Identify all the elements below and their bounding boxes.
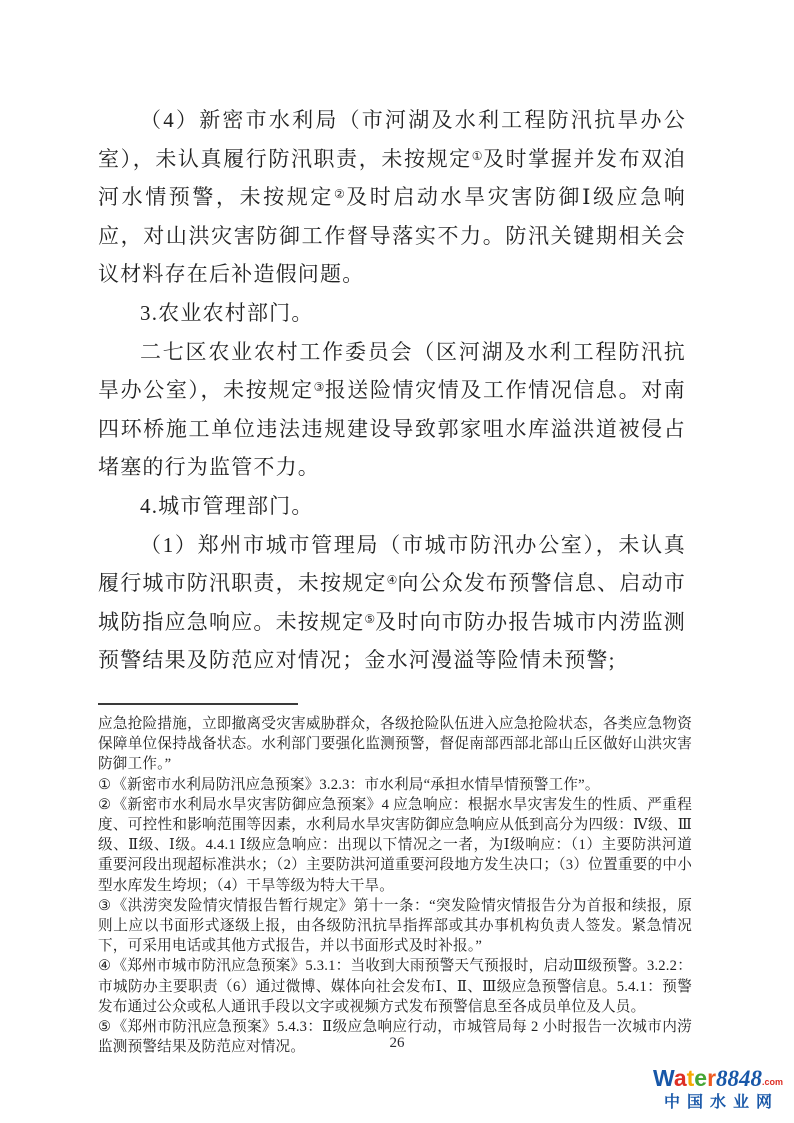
- logo-word-water: [652, 1065, 717, 1091]
- footnote-ref: ②: [333, 187, 347, 202]
- logo-letter: t: [686, 1065, 695, 1091]
- water8848-logo: [647, 1066, 789, 1112]
- footnote-ref: ④: [386, 573, 398, 588]
- footnote-section: [98, 703, 692, 1057]
- footnote-separator: [98, 703, 298, 705]
- footnote-marker: ③: [98, 897, 112, 914]
- logo-chinese-name: 中国水业网: [663, 1094, 779, 1112]
- logo-number: 8848: [716, 1066, 763, 1091]
- logo-letter: e: [694, 1065, 708, 1091]
- body-paragraph: 4.城市管理部门。: [140, 493, 314, 518]
- body-paragraph: 3.农业农村部门。: [140, 300, 314, 325]
- footnote-item: ②《新密市水利局水旱灾害防御应急预案》4 应急响应：根据水旱灾害发生的性质、严重程度、可控性和影响范围等因素，水利局水旱灾害防御应急响应从低到高分为四级：Ⅳ级、Ⅲ级、Ⅱ级、Ⅰ级。4.4.1 Ⅰ级应急响应：出现以下情况之一者，为Ⅰ级响应：（1）主要防洪河道重要河段出现超标准洪水；（2）主要防洪河道重要河段地方发生决口；（3）位置重要的中小型水库发生垮坝；（4）干旱等级为特大干旱。: [98, 796, 692, 894]
- footnote-marker: ⑤: [98, 1019, 112, 1036]
- footnote-continuation: 应急抢险措施，立即撤离受灾害威胁群众，各级抢险队伍进入应急抢险状态，各类应急物资保障单位保持战备状态。水利部门要强化监测预警，督促南部西部北部山丘区做好山洪灾害防御工作。”: [98, 716, 692, 773]
- footnote-item: ③《洪涝突发险情灾情报告暂行规定》第十一条：“突发险情灾情报告分为首报和续报，原则上应以书面形式逐级上报，由各级防汛抗旱指挥部或其办事机构负责人签发。紧急情况下，可采用电话或其他方式报告，并以书面形式及时补报。”: [98, 897, 692, 955]
- footnote-marker: ②: [98, 796, 112, 813]
- footnote-item: ①《新密市水利局防汛应急预案》3.2.3：市水利局“承担水情旱情预警工作”。: [98, 776, 600, 793]
- body-paragraph: （1）郑州市城市管理局（市城市防汛办公室），未认真履行城市防汛职责，未按规定④向公众发布预警信息、启动市城防指应急响应。未按规定⑤及时向市防办报告城市内涝监测预警结果及防范应对情况；金水河漫溢等险情未预警;: [98, 532, 686, 673]
- document-body: [98, 101, 686, 680]
- logo-wordmark: [647, 1066, 789, 1091]
- footnote-list: [98, 775, 692, 1058]
- footnote-marker: ④: [98, 958, 112, 975]
- footnote-ref: ①: [471, 148, 483, 163]
- footnote-ref: ③: [313, 380, 325, 395]
- logo-letter: W: [652, 1065, 674, 1091]
- footnote-marker: ①: [98, 776, 112, 793]
- body-paragraph: 二七区农业农村工作委员会（区河湖及水利工程防汛抗旱办公室），未按规定③报送险情灾情及工作情况信息。对南四环桥施工单位违法违规建设导致郭家咀水库溢洪道被侵占堵塞的行为监管不力。: [98, 339, 687, 480]
- body-paragraph: （4）新密市水利局（市河湖及水利工程防汛抗旱办公室），未认真履行防汛职责，未按规定①及时掌握并发布双洎河水情预警，未按规定②及时启动水旱灾害防御Ⅰ级应急响应，对山洪灾害防御工作督导落实不力。防汛关键期相关会议材料存在后补造假问题。: [98, 108, 686, 287]
- logo-tld: .com: [762, 1077, 784, 1087]
- footnote-item: ④《郑州市城市防汛应急预案》5.3.1：当收到大雨预警天气预报时，启动Ⅲ级预警。3.2.2：市城防办主要职责（6）通过微博、媒体向社会发布Ⅰ、Ⅱ、Ⅲ级应急预警信息。5.4.1：预警发布通过公众或私人通讯手段以文字或视频方式发布预警信息至各成员单位及人员。: [98, 958, 692, 1015]
- logo-letter: r: [707, 1065, 717, 1091]
- page-number: 26: [389, 1035, 405, 1051]
- footnote-item: ⑤《郑州市防汛应急预案》5.4.3：Ⅱ级应急响应行动，市城管局每 2 小时报告一次城市内涝监测预警结果及防范应对情况。: [98, 1019, 692, 1056]
- logo-letter: a: [673, 1065, 687, 1091]
- footnote-ref: ⑤: [364, 611, 376, 626]
